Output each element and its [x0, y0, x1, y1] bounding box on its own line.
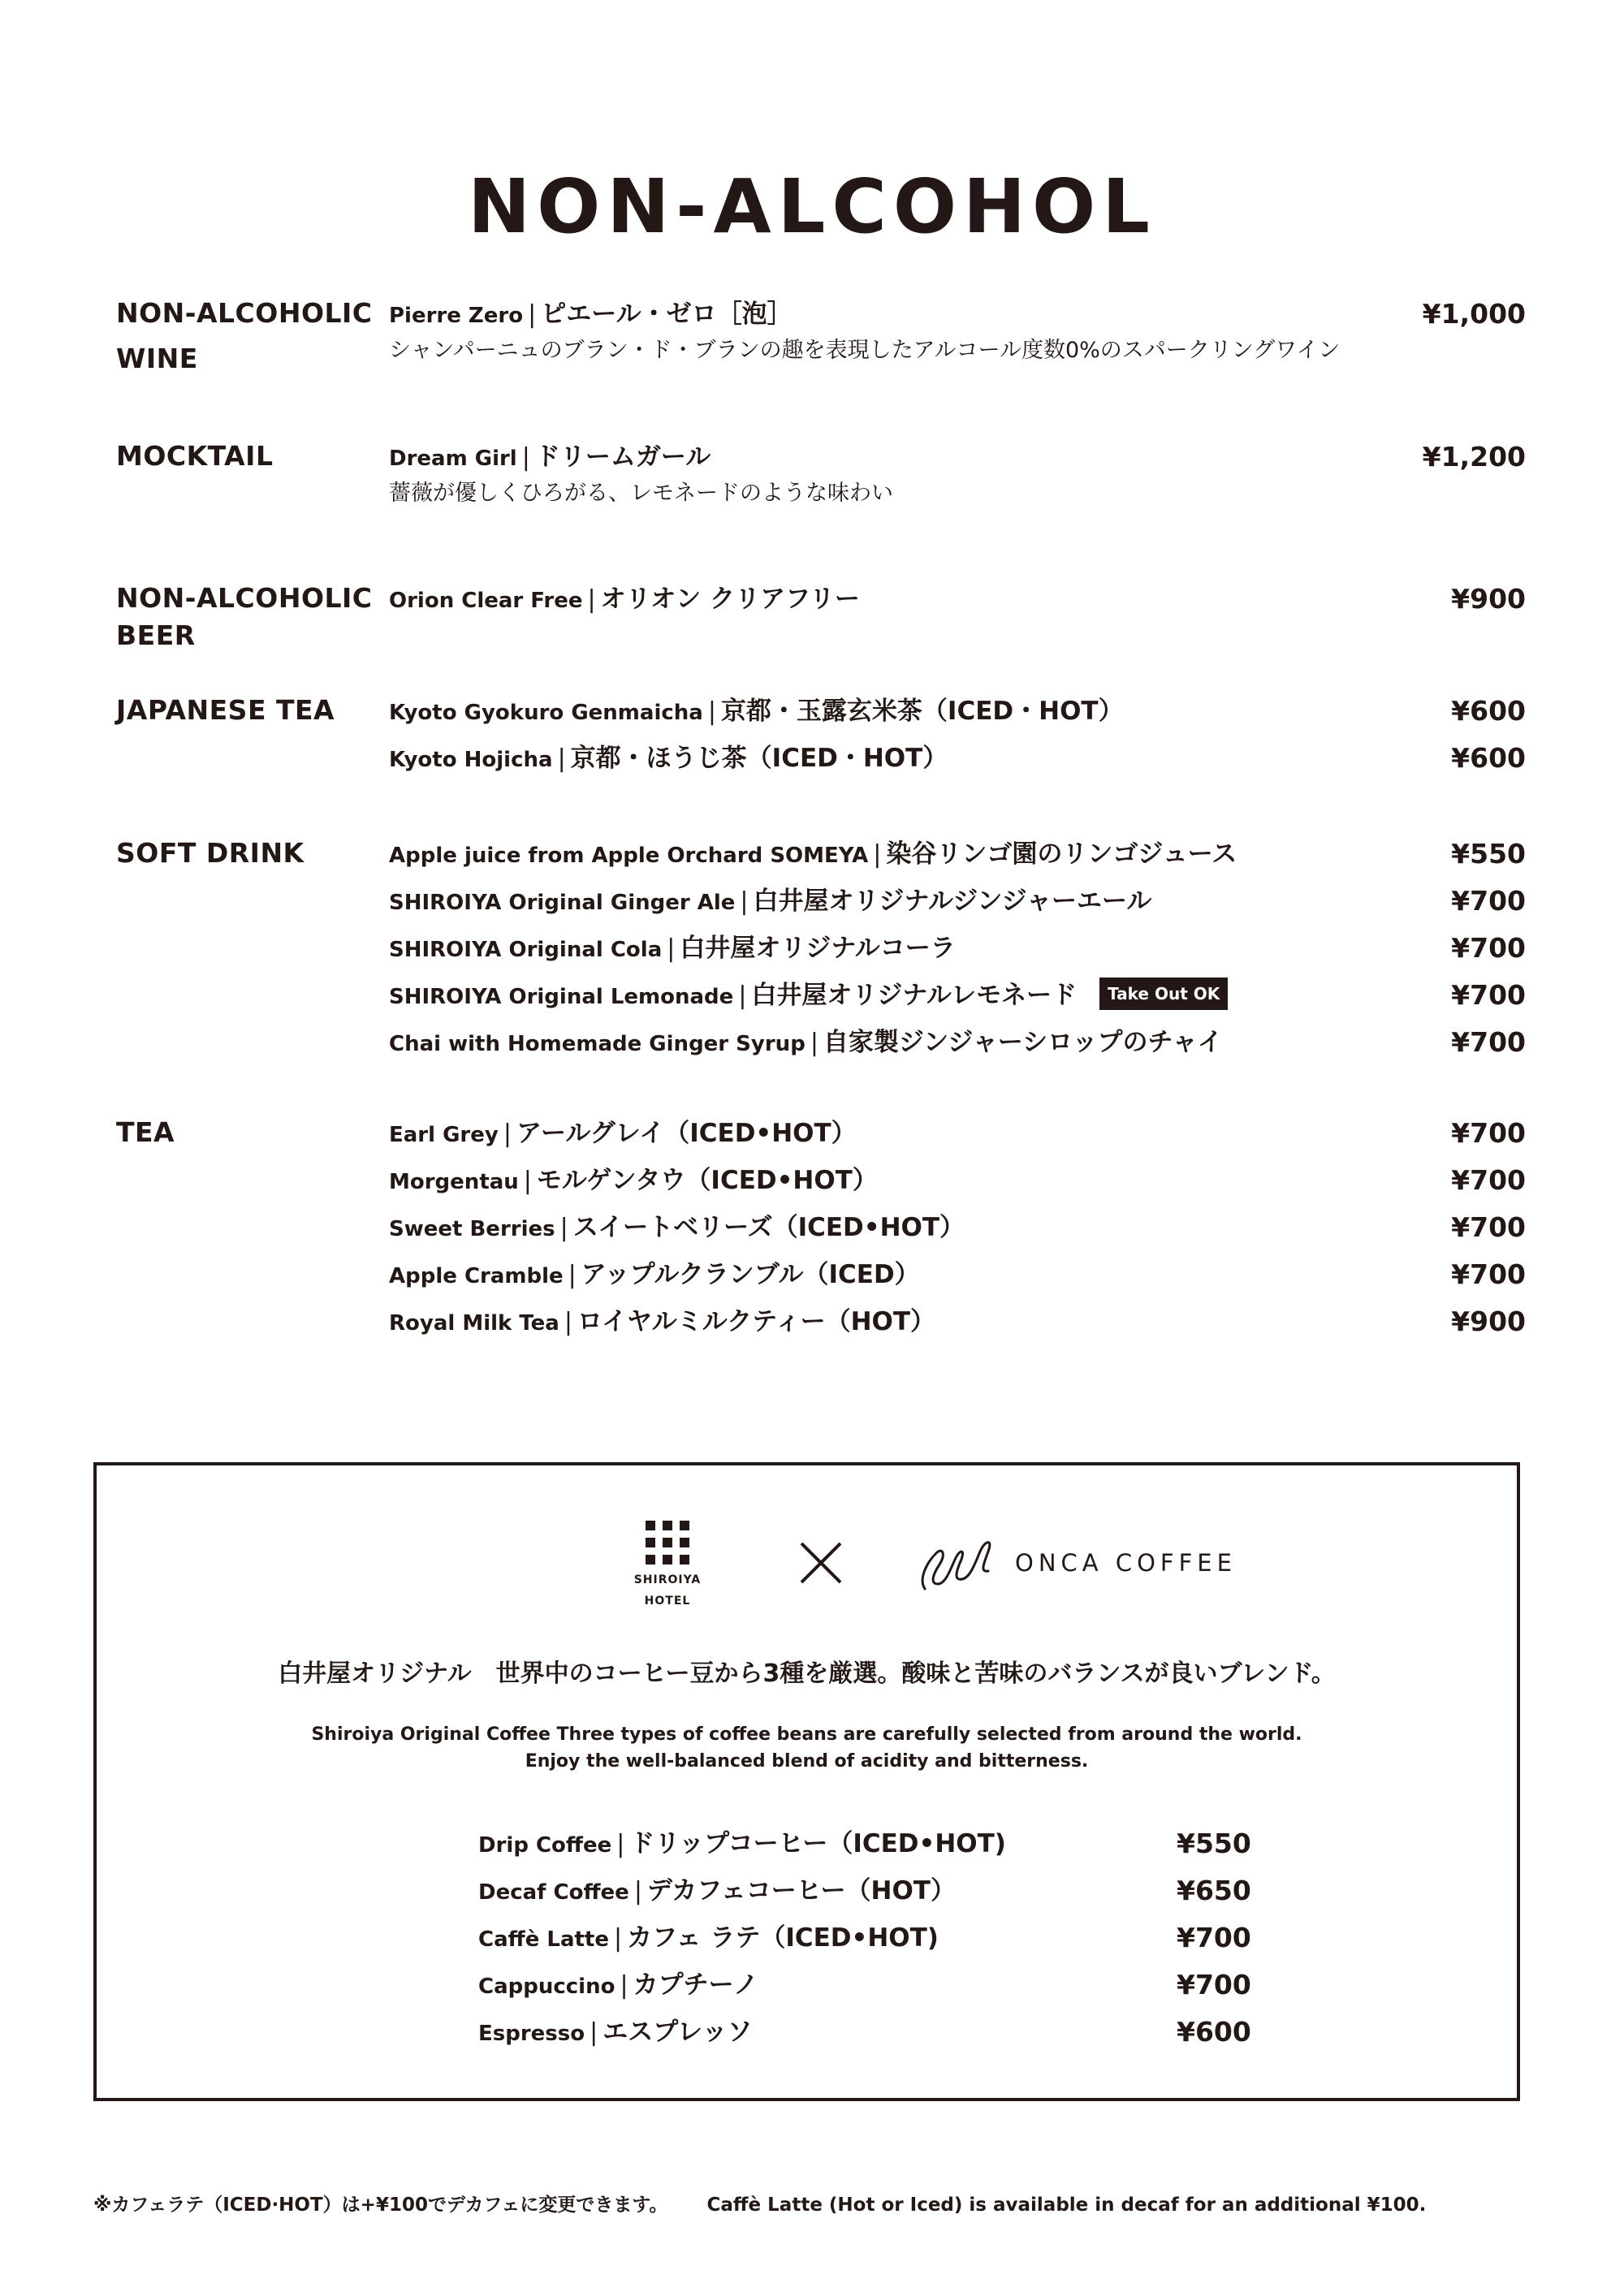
menu-item: Royal Milk Tea | ロイヤルミルクティー（HOT） ¥900 — [389, 1298, 1526, 1345]
item-price: ¥650 — [1177, 1875, 1251, 1906]
item-name-jp: オリオン クリアフリー — [600, 585, 860, 614]
item-name-en: Royal Milk Tea — [389, 1311, 559, 1336]
item-description: 薔薇が優しくひろがる、レモネードのような味わい — [389, 481, 893, 506]
takeout-badge: Take Out OK — [1099, 978, 1228, 1010]
menu-item: Kyoto Gyokuro Genmaicha | 京都・玉露玄米茶（ICED・HOT） ¥600 — [389, 688, 1526, 735]
coffee-item: Caffè Latte | カフェ ラテ（ICED•HOT) ¥700 — [478, 1914, 1250, 1962]
category-label: JAPANESE TEA — [116, 694, 335, 726]
item-name-en: SHIROIYA Original Lemonade — [389, 985, 734, 1009]
menu-item: Apple Cramble | アップルクランブル（ICED） ¥700 — [389, 1251, 1526, 1298]
item-price: ¥1,000 — [1422, 298, 1526, 330]
item-price: ¥700 — [1177, 1969, 1251, 2000]
item-price: ¥700 — [1451, 1258, 1526, 1290]
menu-item: Pierre Zero | ピエール・ゼロ［泡］ シャンパーニュのブラン・ド・ブランの趣を表現したアルコール度数0%のスパークリングワイン ¥1,000 — [389, 291, 1526, 338]
item-name-en: Kyoto Hojicha — [389, 748, 553, 772]
item-name-en: Morgentau — [389, 1170, 519, 1194]
item-name-en: Chai with Homemade Ginger Syrup — [389, 1032, 806, 1056]
item-price: ¥1,200 — [1422, 441, 1526, 473]
item-price: ¥700 — [1451, 932, 1526, 964]
item-name-en: SHIROIYA Original Cola — [389, 938, 663, 962]
item-name-en: Caffè Latte — [478, 1927, 609, 1952]
item-price: ¥700 — [1177, 1922, 1251, 1953]
coffee-box — [93, 1462, 1520, 2101]
menu-item: Dream Girl | ドリームガール 薔薇が優しくひろがる、レモネードのような味わい ¥1,200 — [389, 434, 1526, 481]
item-name-en: Apple juice from Apple Orchard SOMEYA — [389, 844, 869, 868]
partner-name: ONCA COFFEE — [1015, 1549, 1237, 1577]
menu-item: SHIROIYA Original Lemonade | 白井屋オリジナルレモネード Take Out OK ¥700 — [389, 972, 1526, 1019]
item-name-en: Drip Coffee — [478, 1833, 612, 1858]
item-price: ¥700 — [1451, 1026, 1526, 1058]
item-name-jp: ドリップコーヒー（ICED•HOT) — [629, 1829, 1006, 1858]
page-title: NON-ALCOHOL — [468, 163, 1156, 250]
item-price: ¥600 — [1451, 742, 1526, 774]
menu-item: Morgentau | モルゲンタウ（ICED•HOT） ¥700 — [389, 1157, 1526, 1204]
item-name-jp: スイートベリーズ（ICED•HOT） — [572, 1213, 965, 1242]
shiroiya-hotel-logo — [615, 1521, 720, 1612]
item-name-en: Orion Clear Free — [389, 589, 583, 613]
item-name-jp: 自家製ジンジャーシロップのチャイ — [823, 1028, 1223, 1057]
item-price: ¥600 — [1177, 2016, 1251, 2048]
footer-note-en: Caffè Latte (Hot or Iced) is available in decaf for an additional ¥100. — [706, 2195, 1427, 2216]
category-label: NON-ALCOHOLIC WINE — [116, 297, 373, 374]
item-name-jp: アップルクランブル（ICED） — [581, 1260, 920, 1289]
item-name-jp: ドリームガール — [534, 442, 711, 472]
item-name-jp: カプチーノ — [633, 1970, 758, 2000]
category-label: TEA — [116, 1116, 175, 1148]
menu-item: Sweet Berries | スイートベリーズ（ICED•HOT） ¥700 — [389, 1204, 1526, 1251]
logo-text: SHIROIYA HOTEL — [633, 1573, 702, 1608]
onca-coffee-logo-icon — [918, 1530, 1000, 1595]
item-price: ¥550 — [1451, 838, 1526, 870]
item-description: シャンパーニュのブラン・ド・ブランの趣を表現したアルコール度数0%のスパークリングワイン — [389, 338, 1341, 363]
item-name-jp: 京都・ほうじ茶（ICED・HOT） — [570, 744, 948, 773]
category-label: NON-ALCOHOLIC BEER — [116, 582, 373, 651]
coffee-item: Decaf Coffee | デカフェコーヒー（HOT） ¥650 — [478, 1867, 1250, 1914]
item-name-en: Pierre Zero — [389, 304, 524, 328]
item-price: ¥550 — [1177, 1828, 1251, 1859]
item-name-jp: アールグレイ（ICED•HOT） — [516, 1119, 857, 1148]
item-name-en: Kyoto Gyokuro Genmaicha — [389, 701, 703, 725]
item-price: ¥700 — [1451, 979, 1526, 1011]
item-price: ¥700 — [1451, 1117, 1526, 1149]
item-name-jp: 白井屋オリジナルコーラ — [680, 934, 956, 963]
item-name-en: Apple Cramble — [389, 1264, 564, 1288]
item-name-jp: 京都・玉露玄米茶（ICED・HOT） — [720, 697, 1124, 726]
item-name-jp: カフェ ラテ（ICED•HOT) — [627, 1923, 939, 1953]
item-name-en: Espresso — [478, 2022, 585, 2046]
item-price: ¥600 — [1451, 695, 1526, 727]
item-price: ¥900 — [1451, 583, 1526, 615]
item-name-jp: 白井屋オリジナルレモネード — [751, 981, 1078, 1010]
coffee-description-jp: 白井屋オリジナル 世界中のコーヒー豆から3種を厳選。酸味と苦味のバランスが良いブレンド。 — [278, 1659, 1336, 1688]
shiroiya-grid-icon — [646, 1521, 689, 1564]
coffee-item: Drip Coffee | ドリップコーヒー（ICED•HOT) ¥550 — [478, 1820, 1250, 1867]
coffee-description-en: Shiroiya Original Coffee Three types of coffee beans are carefully selected from around the world. Enjoy the well-balanced blend of acidity and bitterness. — [311, 1724, 1302, 1772]
item-price: ¥900 — [1451, 1306, 1526, 1337]
item-name-en: Cappuccino — [478, 1974, 615, 1999]
category-label: MOCKTAIL — [116, 440, 274, 472]
menu-item: SHIROIYA Original Cola | 白井屋オリジナルコーラ ¥700 — [389, 925, 1526, 972]
menu-item: Apple juice from Apple Orchard SOMEYA | 染谷リンゴ園のリンゴジュース ¥550 — [389, 831, 1526, 878]
menu-item: Orion Clear Free | オリオン クリアフリー ¥900 — [389, 576, 1526, 623]
item-name-jp: 白井屋オリジナルジンジャーエール — [753, 887, 1152, 916]
item-name-en: Sweet Berries — [389, 1217, 555, 1241]
item-name-en: Dream Girl — [389, 447, 517, 471]
collaboration-x-icon — [797, 1539, 845, 1587]
item-price: ¥700 — [1451, 885, 1526, 917]
footer-note-jp: ※カフェラテ（ICED·HOT）は+¥100でデカフェに変更できます。 — [93, 2195, 668, 2216]
menu-item: SHIROIYA Original Ginger Ale | 白井屋オリジナルジンジャーエール ¥700 — [389, 878, 1526, 925]
item-name-jp: モルゲンタウ（ICED•HOT） — [536, 1166, 878, 1195]
menu-item: Chai with Homemade Ginger Syrup | 自家製ジンジャーシロップのチャイ ¥700 — [389, 1019, 1526, 1066]
item-name-en: Earl Grey — [389, 1123, 499, 1147]
item-name-jp: エスプレッソ — [603, 2018, 753, 2047]
item-name-jp: ピエール・ゼロ［泡］ — [541, 300, 793, 329]
item-price: ¥700 — [1451, 1164, 1526, 1196]
item-name-jp: デカフェコーヒー（HOT） — [646, 1876, 956, 1905]
menu-item: Earl Grey | アールグレイ（ICED•HOT） ¥700 — [389, 1110, 1526, 1157]
item-name-jp: 染谷リンゴ園のリンゴジュース — [886, 839, 1237, 869]
category-label: SOFT DRINK — [116, 837, 304, 869]
item-name-jp: ロイヤルミルクティー（HOT） — [577, 1307, 936, 1336]
footer-note — [93, 2189, 1426, 2221]
coffee-item: Cappuccino | カプチーノ ¥700 — [478, 1962, 1250, 2009]
item-name-en: Decaf Coffee — [478, 1880, 629, 1905]
item-name-en: SHIROIYA Original Ginger Ale — [389, 891, 736, 915]
item-price: ¥700 — [1451, 1211, 1526, 1243]
menu-item: Kyoto Hojicha | 京都・ほうじ茶（ICED・HOT） ¥600 — [389, 735, 1526, 782]
coffee-item: Espresso | エスプレッソ ¥600 — [478, 2009, 1250, 2056]
